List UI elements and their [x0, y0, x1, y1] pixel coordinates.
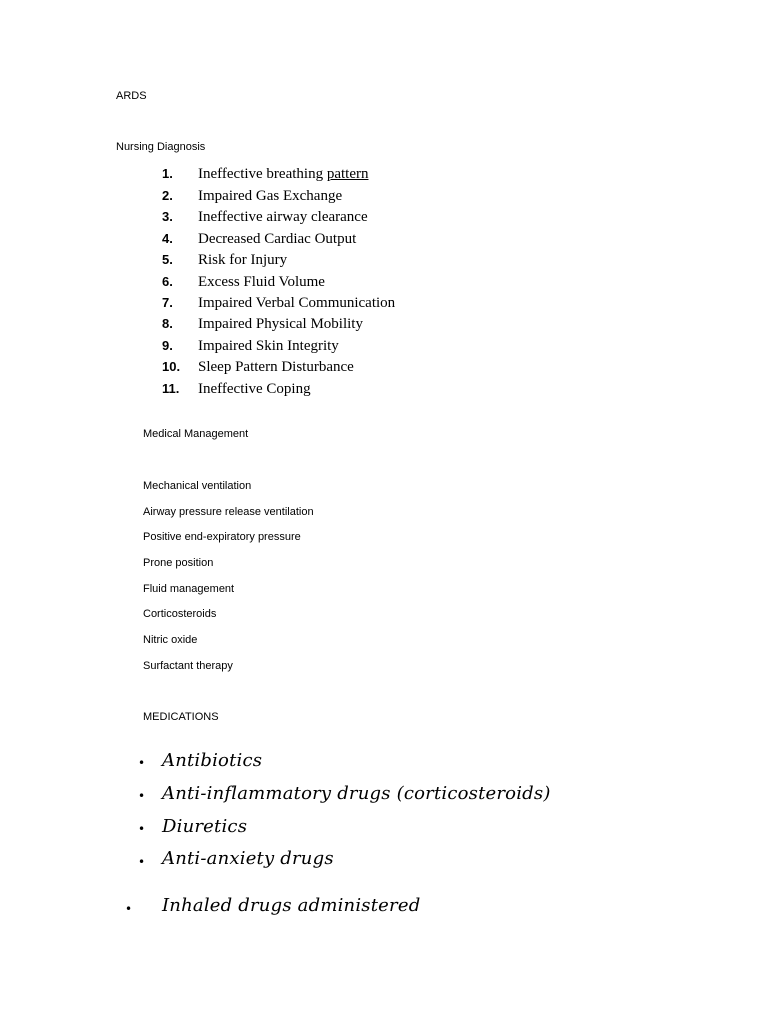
list-text: Risk for Injury — [198, 252, 288, 268]
list-text-underlined: pattern — [326, 166, 369, 182]
list-text: Impaired Gas Exchange — [198, 188, 343, 204]
medical-management-heading: Medical Management — [143, 428, 249, 440]
list-item: Airway pressure release ventilation — [143, 506, 314, 518]
list-item: Nitric oxide — [143, 634, 198, 646]
list-number: 1. — [162, 166, 173, 181]
list-number: 4. — [162, 231, 173, 246]
list-number: 8. — [162, 316, 173, 331]
list-number: 3. — [162, 209, 173, 224]
list-text: Ineffective airway clearance — [198, 209, 368, 225]
list-item: Positive end-expiratory pressure — [143, 531, 301, 543]
list-number: 7. — [162, 295, 173, 310]
document-title: ARDS — [116, 90, 147, 102]
bullet-icon: • — [138, 756, 146, 770]
list-item: Diuretics — [162, 816, 248, 837]
list-number: 10. — [162, 359, 181, 374]
list-number: 2. — [162, 188, 173, 203]
nursing-diagnosis-heading: Nursing Diagnosis — [116, 141, 206, 153]
list-text: Impaired Verbal Communication — [198, 295, 396, 311]
list-item: Antibiotics — [162, 750, 263, 771]
list-text: Excess Fluid Volume — [198, 274, 325, 290]
list-item: Corticosteroids — [143, 608, 217, 620]
list-number: 9. — [162, 338, 173, 353]
list-number: 11. — [162, 381, 180, 396]
medications-heading: MEDICATIONS — [143, 711, 219, 723]
list-text-plain: Ineffective breathing — [198, 166, 327, 182]
list-item: Mechanical ventilation — [143, 480, 252, 492]
list-text: Sleep Pattern Disturbance — [198, 359, 354, 375]
list-text: Impaired Skin Integrity — [198, 338, 339, 354]
bullet-icon: • — [138, 822, 146, 836]
list-text: Impaired Physical Mobility — [198, 316, 363, 332]
bullet-icon: • — [138, 855, 146, 869]
list-item: Anti-anxiety drugs — [162, 848, 334, 869]
list-item: Anti-inflammatory drugs (corticosteroids) — [162, 783, 551, 804]
list-text — [198, 165, 368, 183]
list-item: Fluid management — [143, 583, 235, 595]
list-text: Ineffective Coping — [198, 381, 311, 397]
list-number: 6. — [162, 274, 173, 289]
bullet-icon: • — [138, 789, 146, 803]
list-item: Inhaled drugs administered — [162, 895, 421, 916]
list-number: 5. — [162, 252, 173, 267]
bullet-icon: • — [125, 902, 133, 916]
list-text: Decreased Cardiac Output — [198, 231, 357, 247]
list-item: Prone position — [143, 557, 214, 569]
list-item: Surfactant therapy — [143, 660, 233, 672]
